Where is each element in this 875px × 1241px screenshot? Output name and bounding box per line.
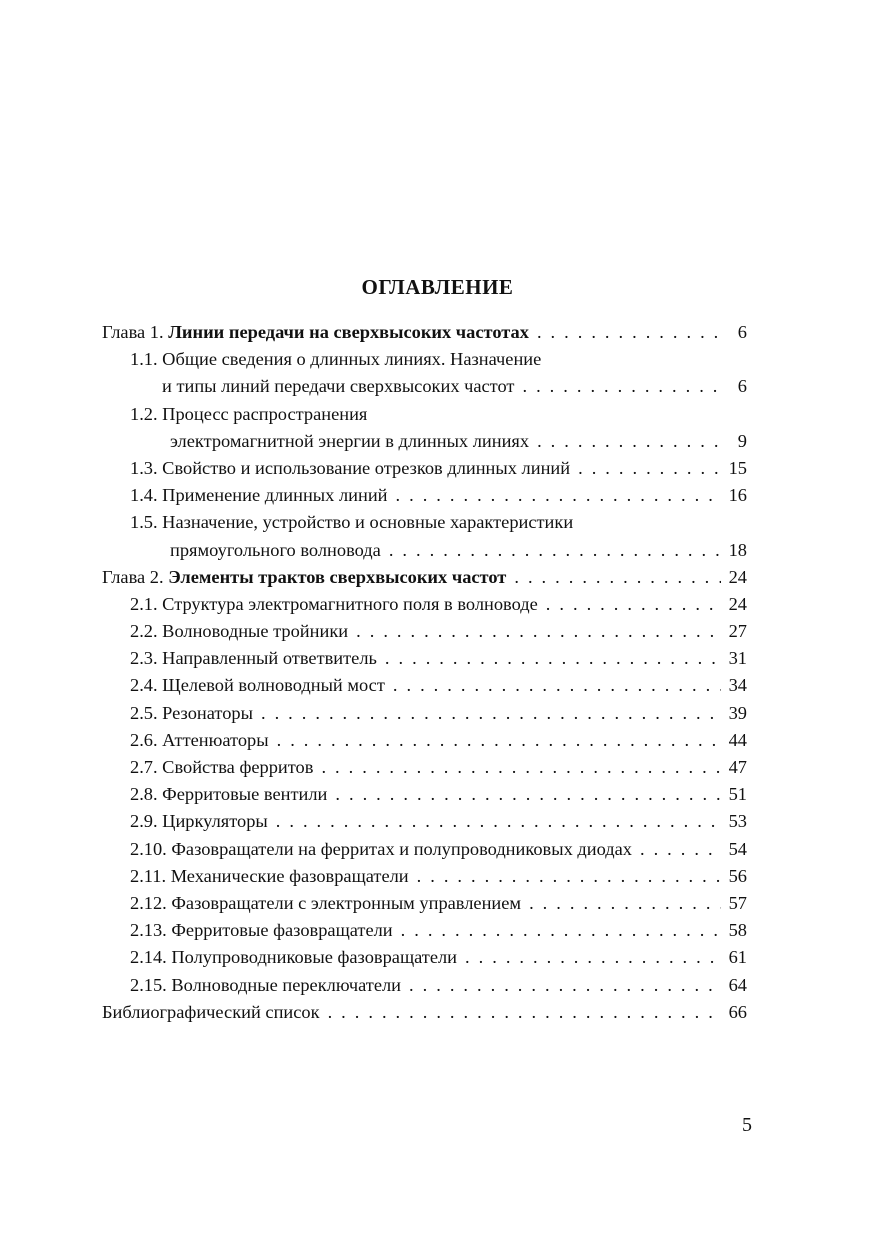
toc-section-2-5[interactable] bbox=[102, 700, 747, 727]
dot-leader bbox=[465, 944, 721, 971]
toc-section-2-14[interactable] bbox=[102, 944, 747, 971]
dot-leader bbox=[537, 428, 721, 455]
toc-section-2-6[interactable] bbox=[102, 727, 747, 754]
toc-entry-text: 2.9. Циркуляторы bbox=[130, 811, 268, 832]
toc-page-number: 53 bbox=[728, 811, 747, 832]
dot-leader bbox=[640, 836, 721, 863]
toc-section-2-15[interactable] bbox=[102, 972, 747, 999]
toc-entry-text: и типы линий передачи сверхвысоких частот bbox=[162, 376, 515, 397]
toc-entry-text: 2.10. Фазовращатели на ферритах и полупроводниковых диодах bbox=[130, 838, 632, 859]
toc-page-number: 56 bbox=[728, 865, 747, 886]
toc-section-2-3[interactable] bbox=[102, 645, 747, 672]
toc-entry-text: 2.4. Щелевой волноводный мост bbox=[130, 675, 385, 696]
toc-section-1-2-line1[interactable] bbox=[102, 401, 747, 428]
toc-entry-text: прямоугольного волновода bbox=[170, 539, 381, 560]
toc-entry-text: Глава 2. Элементы трактов сверхвысоких частот bbox=[102, 566, 507, 587]
dot-leader bbox=[356, 618, 720, 645]
toc-entry-text: 1.1. Общие сведения о длинных линиях. Назначение bbox=[130, 349, 542, 370]
toc-entry-text: 2.8. Ферритовые вентили bbox=[130, 784, 328, 805]
toc-section-2-1[interactable] bbox=[102, 591, 747, 618]
toc-entry-text: Глава 1. Линии передачи на сверхвысоких частотах bbox=[102, 322, 529, 342]
toc-section-1-4[interactable] bbox=[102, 482, 747, 509]
toc-page-number: 47 bbox=[728, 757, 747, 777]
toc-section-1-3[interactable] bbox=[102, 455, 747, 482]
toc-entry-text: 2.5. Резонаторы bbox=[130, 702, 253, 723]
toc-entry-text: 1.3. Свойство и использование отрезков длинных линий bbox=[130, 457, 571, 478]
dot-leader bbox=[396, 482, 721, 509]
toc-page-number: 51 bbox=[728, 784, 747, 805]
toc-entry-text: 2.6. Аттенюаторы bbox=[130, 729, 269, 750]
toc-entry-text: 2.1. Структура электромагнитного поля в волноводе bbox=[130, 593, 538, 614]
dot-leader bbox=[393, 672, 721, 699]
toc-section-1-1-line1[interactable] bbox=[102, 346, 747, 373]
dot-leader bbox=[522, 373, 721, 400]
toc-entry-text: 1.5. Назначение, устройство и основные характеристики bbox=[130, 512, 574, 533]
toc-section-2-12[interactable] bbox=[102, 890, 747, 917]
page-title: ОГЛАВЛЕНИЕ bbox=[361, 275, 514, 299]
toc-section-2-7[interactable] bbox=[102, 754, 747, 781]
toc-page-number: 34 bbox=[728, 675, 747, 696]
toc-entry-text: 1.4. Применение длинных линий bbox=[130, 485, 388, 506]
dot-leader bbox=[537, 319, 721, 346]
dot-leader bbox=[417, 863, 721, 890]
toc-section-2-10[interactable] bbox=[102, 836, 747, 863]
toc-section-2-8[interactable] bbox=[102, 781, 747, 808]
toc-section-2-4[interactable] bbox=[102, 672, 747, 699]
dot-leader bbox=[409, 972, 721, 999]
dot-leader bbox=[385, 645, 721, 672]
toc-entry-text: 2.2. Волноводные тройники bbox=[130, 621, 349, 642]
toc-entry-text: Библиографический список bbox=[102, 1001, 320, 1022]
toc-page-number: 44 bbox=[728, 729, 747, 750]
toc-entry-text: электромагнитной энергии в длинных линиях bbox=[170, 430, 530, 451]
toc-section-2-13[interactable] bbox=[102, 917, 747, 944]
dot-leader bbox=[335, 781, 720, 808]
toc-page-number: 16 bbox=[728, 485, 747, 506]
table-of-contents bbox=[102, 319, 747, 1026]
dot-leader bbox=[401, 917, 721, 944]
dot-leader bbox=[261, 700, 721, 727]
toc-page-number: 9 bbox=[737, 430, 747, 451]
toc-chapter-1[interactable] bbox=[102, 319, 747, 346]
toc-bibliography[interactable] bbox=[102, 999, 747, 1026]
toc-page-number: 66 bbox=[728, 1001, 747, 1022]
toc-section-1-5-line1[interactable] bbox=[102, 509, 747, 536]
toc-entry-text: 2.3. Направленный ответвитель bbox=[130, 648, 377, 669]
toc-section-2-2[interactable] bbox=[102, 618, 747, 645]
dot-leader bbox=[578, 455, 721, 482]
toc-entry-text: 2.11. Механические фазовращатели bbox=[130, 865, 409, 886]
toc-section-2-11[interactable] bbox=[102, 863, 747, 890]
toc-section-1-2-line2[interactable] bbox=[102, 428, 747, 455]
toc-page-number: 61 bbox=[728, 947, 747, 968]
toc-chapter-2[interactable] bbox=[102, 564, 747, 591]
toc-page-number: 24 bbox=[728, 593, 747, 614]
toc-page-number: 6 bbox=[737, 322, 747, 342]
toc-entry-text: 2.14. Полупроводниковые фазовращатели bbox=[130, 947, 458, 968]
toc-section-2-9[interactable] bbox=[102, 808, 747, 835]
dot-leader bbox=[277, 727, 721, 754]
toc-page-number: 24 bbox=[728, 566, 747, 587]
dot-leader bbox=[389, 537, 721, 564]
toc-entry-text: 2.7. Свойства ферритов bbox=[130, 757, 314, 777]
toc-page-number: 64 bbox=[728, 974, 747, 995]
toc-page-number: 57 bbox=[728, 892, 747, 913]
dot-leader bbox=[276, 808, 721, 835]
dot-leader bbox=[529, 890, 721, 917]
toc-page-number: 31 bbox=[728, 648, 747, 669]
dot-leader bbox=[328, 999, 721, 1026]
toc-section-1-5-line2[interactable] bbox=[102, 537, 747, 564]
page-number: 5 bbox=[742, 1114, 752, 1136]
dot-leader bbox=[321, 754, 720, 781]
toc-page-number: 39 bbox=[728, 702, 747, 723]
toc-page-number: 6 bbox=[737, 376, 747, 397]
toc-entry-text: 2.13. Ферритовые фазовращатели bbox=[130, 920, 393, 941]
dot-leader bbox=[514, 564, 720, 591]
toc-entry-text: 2.15. Волноводные переключатели bbox=[130, 974, 402, 995]
toc-section-1-1-line2[interactable] bbox=[102, 373, 747, 400]
toc-page-number: 15 bbox=[728, 457, 747, 478]
toc-page-number: 54 bbox=[728, 838, 747, 859]
dot-leader bbox=[546, 591, 721, 618]
toc-page-number: 18 bbox=[728, 539, 747, 560]
toc-page-number: 27 bbox=[728, 621, 747, 642]
toc-entry-text: 1.2. Процесс распространения bbox=[130, 403, 368, 424]
toc-entry-text: 2.12. Фазовращатели с электронным управлением bbox=[130, 892, 522, 913]
toc-page-number: 58 bbox=[728, 920, 747, 941]
